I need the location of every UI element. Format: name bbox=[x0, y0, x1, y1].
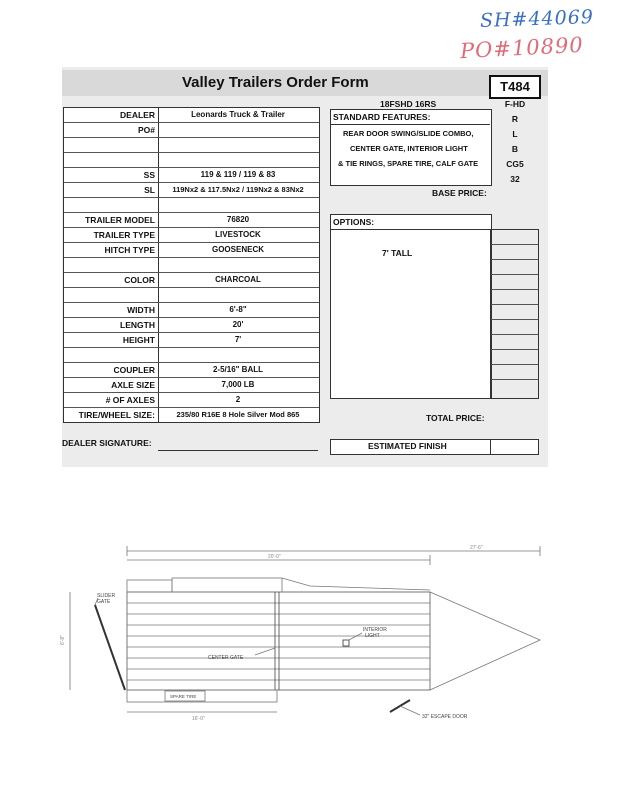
standard-features-label: STANDARD FEATURES: bbox=[333, 112, 431, 122]
width-value[interactable]: 6'-8" bbox=[229, 305, 247, 314]
sl-value[interactable]: 119Nx2 & 117.5Nx2 / 119Nx2 & 83Nx2 bbox=[172, 185, 304, 194]
overall-dimension: 27'-6" bbox=[470, 545, 483, 551]
ss-label: SS bbox=[143, 170, 155, 180]
dealer-signature-label: DEALER SIGNATURE: bbox=[62, 438, 152, 448]
width-label: WIDTH bbox=[127, 305, 155, 315]
tire-wheel-value[interactable]: 235/80 R16E 8 Hole Silver Mod 865 bbox=[176, 410, 300, 419]
estimated-finish-label: ESTIMATED FINISH bbox=[368, 441, 447, 451]
color-label: COLOR bbox=[124, 275, 155, 285]
num-axles-value[interactable]: 2 bbox=[235, 395, 241, 404]
form-code-box: T484 bbox=[489, 75, 541, 99]
escape-door-label: 32" ESCAPE DOOR bbox=[422, 714, 468, 720]
trailer-type-value[interactable]: LIVESTOCK bbox=[215, 230, 261, 239]
ss-value[interactable]: 119 & 119 / 119 & 83 bbox=[200, 170, 276, 179]
coupler-value[interactable]: 2-5/16" BALL bbox=[212, 365, 264, 374]
hitch-type-value[interactable]: GOOSENECK bbox=[211, 245, 264, 254]
code-32: 32 bbox=[510, 174, 520, 184]
standard-feature-line: REAR DOOR SWING/SLIDE COMBO, bbox=[343, 129, 474, 138]
coupler-label: COUPLER bbox=[113, 365, 155, 375]
standard-feature-line: CENTER GATE, INTERIOR LIGHT bbox=[350, 144, 468, 153]
base-price-label: BASE PRICE: bbox=[432, 188, 487, 198]
box-dimension: 20'-0" bbox=[268, 554, 281, 560]
po-label: PO# bbox=[137, 125, 155, 135]
center-gate-label: CENTER GATE bbox=[208, 655, 244, 661]
form-title: Valley Trailers Order Form bbox=[182, 74, 369, 91]
height-label: HEIGHT bbox=[122, 335, 155, 345]
color-value[interactable]: CHARCOAL bbox=[215, 275, 261, 284]
model-header: 18FSHD 16RS bbox=[380, 99, 437, 109]
length-label: LENGTH bbox=[120, 320, 155, 330]
slider-gate-label: SLIDER bbox=[97, 593, 116, 599]
axle-size-label: AXLE SIZE bbox=[111, 380, 155, 390]
trailer-type-label: TRAILER TYPE bbox=[93, 230, 155, 240]
code-cg5: CG5 bbox=[506, 159, 524, 169]
options-label: OPTIONS: bbox=[333, 217, 375, 227]
interior-light-label: INTERIOR bbox=[363, 627, 387, 633]
code-b: B bbox=[511, 144, 519, 154]
tire-wheel-label: TIRE/WHEEL SIZE: bbox=[78, 410, 155, 420]
height-value[interactable]: 7' bbox=[234, 335, 242, 344]
trailer-model-value[interactable]: 76820 bbox=[226, 215, 250, 224]
num-axles-label: # OF AXLES bbox=[105, 395, 155, 405]
code-r: R bbox=[511, 114, 519, 124]
width-dimension: 6'-8" bbox=[60, 635, 66, 645]
dealer-value[interactable]: Leonards Truck & Trailer bbox=[191, 110, 285, 119]
hitch-type-label: HITCH TYPE bbox=[104, 245, 155, 255]
spare-tire-label: SPARE TIRE bbox=[170, 694, 197, 699]
option-item: 7' TALL bbox=[382, 248, 413, 258]
trailer-model-label: TRAILER MODEL bbox=[85, 215, 155, 225]
total-price-label: TOTAL PRICE: bbox=[426, 413, 485, 423]
dealer-label: DEALER bbox=[120, 110, 155, 120]
interior-light-label-2: LIGHT bbox=[365, 633, 380, 639]
code-l: L bbox=[512, 129, 518, 139]
slider-gate-label-2: GATE bbox=[97, 599, 111, 605]
sl-label: SL bbox=[144, 185, 155, 195]
length-value[interactable]: 20' bbox=[232, 320, 244, 329]
lower-dimension: 16'-0" bbox=[192, 716, 205, 722]
handwritten-po-number: PO#10890 bbox=[459, 32, 585, 64]
fhd-code: F-HD bbox=[504, 99, 526, 109]
axle-size-value[interactable]: 7,000 LB bbox=[221, 380, 255, 389]
standard-feature-line: & TIE RINGS, SPARE TIRE, CALF GATE bbox=[338, 159, 479, 168]
handwritten-stock-number: SH#44069 bbox=[479, 6, 595, 32]
